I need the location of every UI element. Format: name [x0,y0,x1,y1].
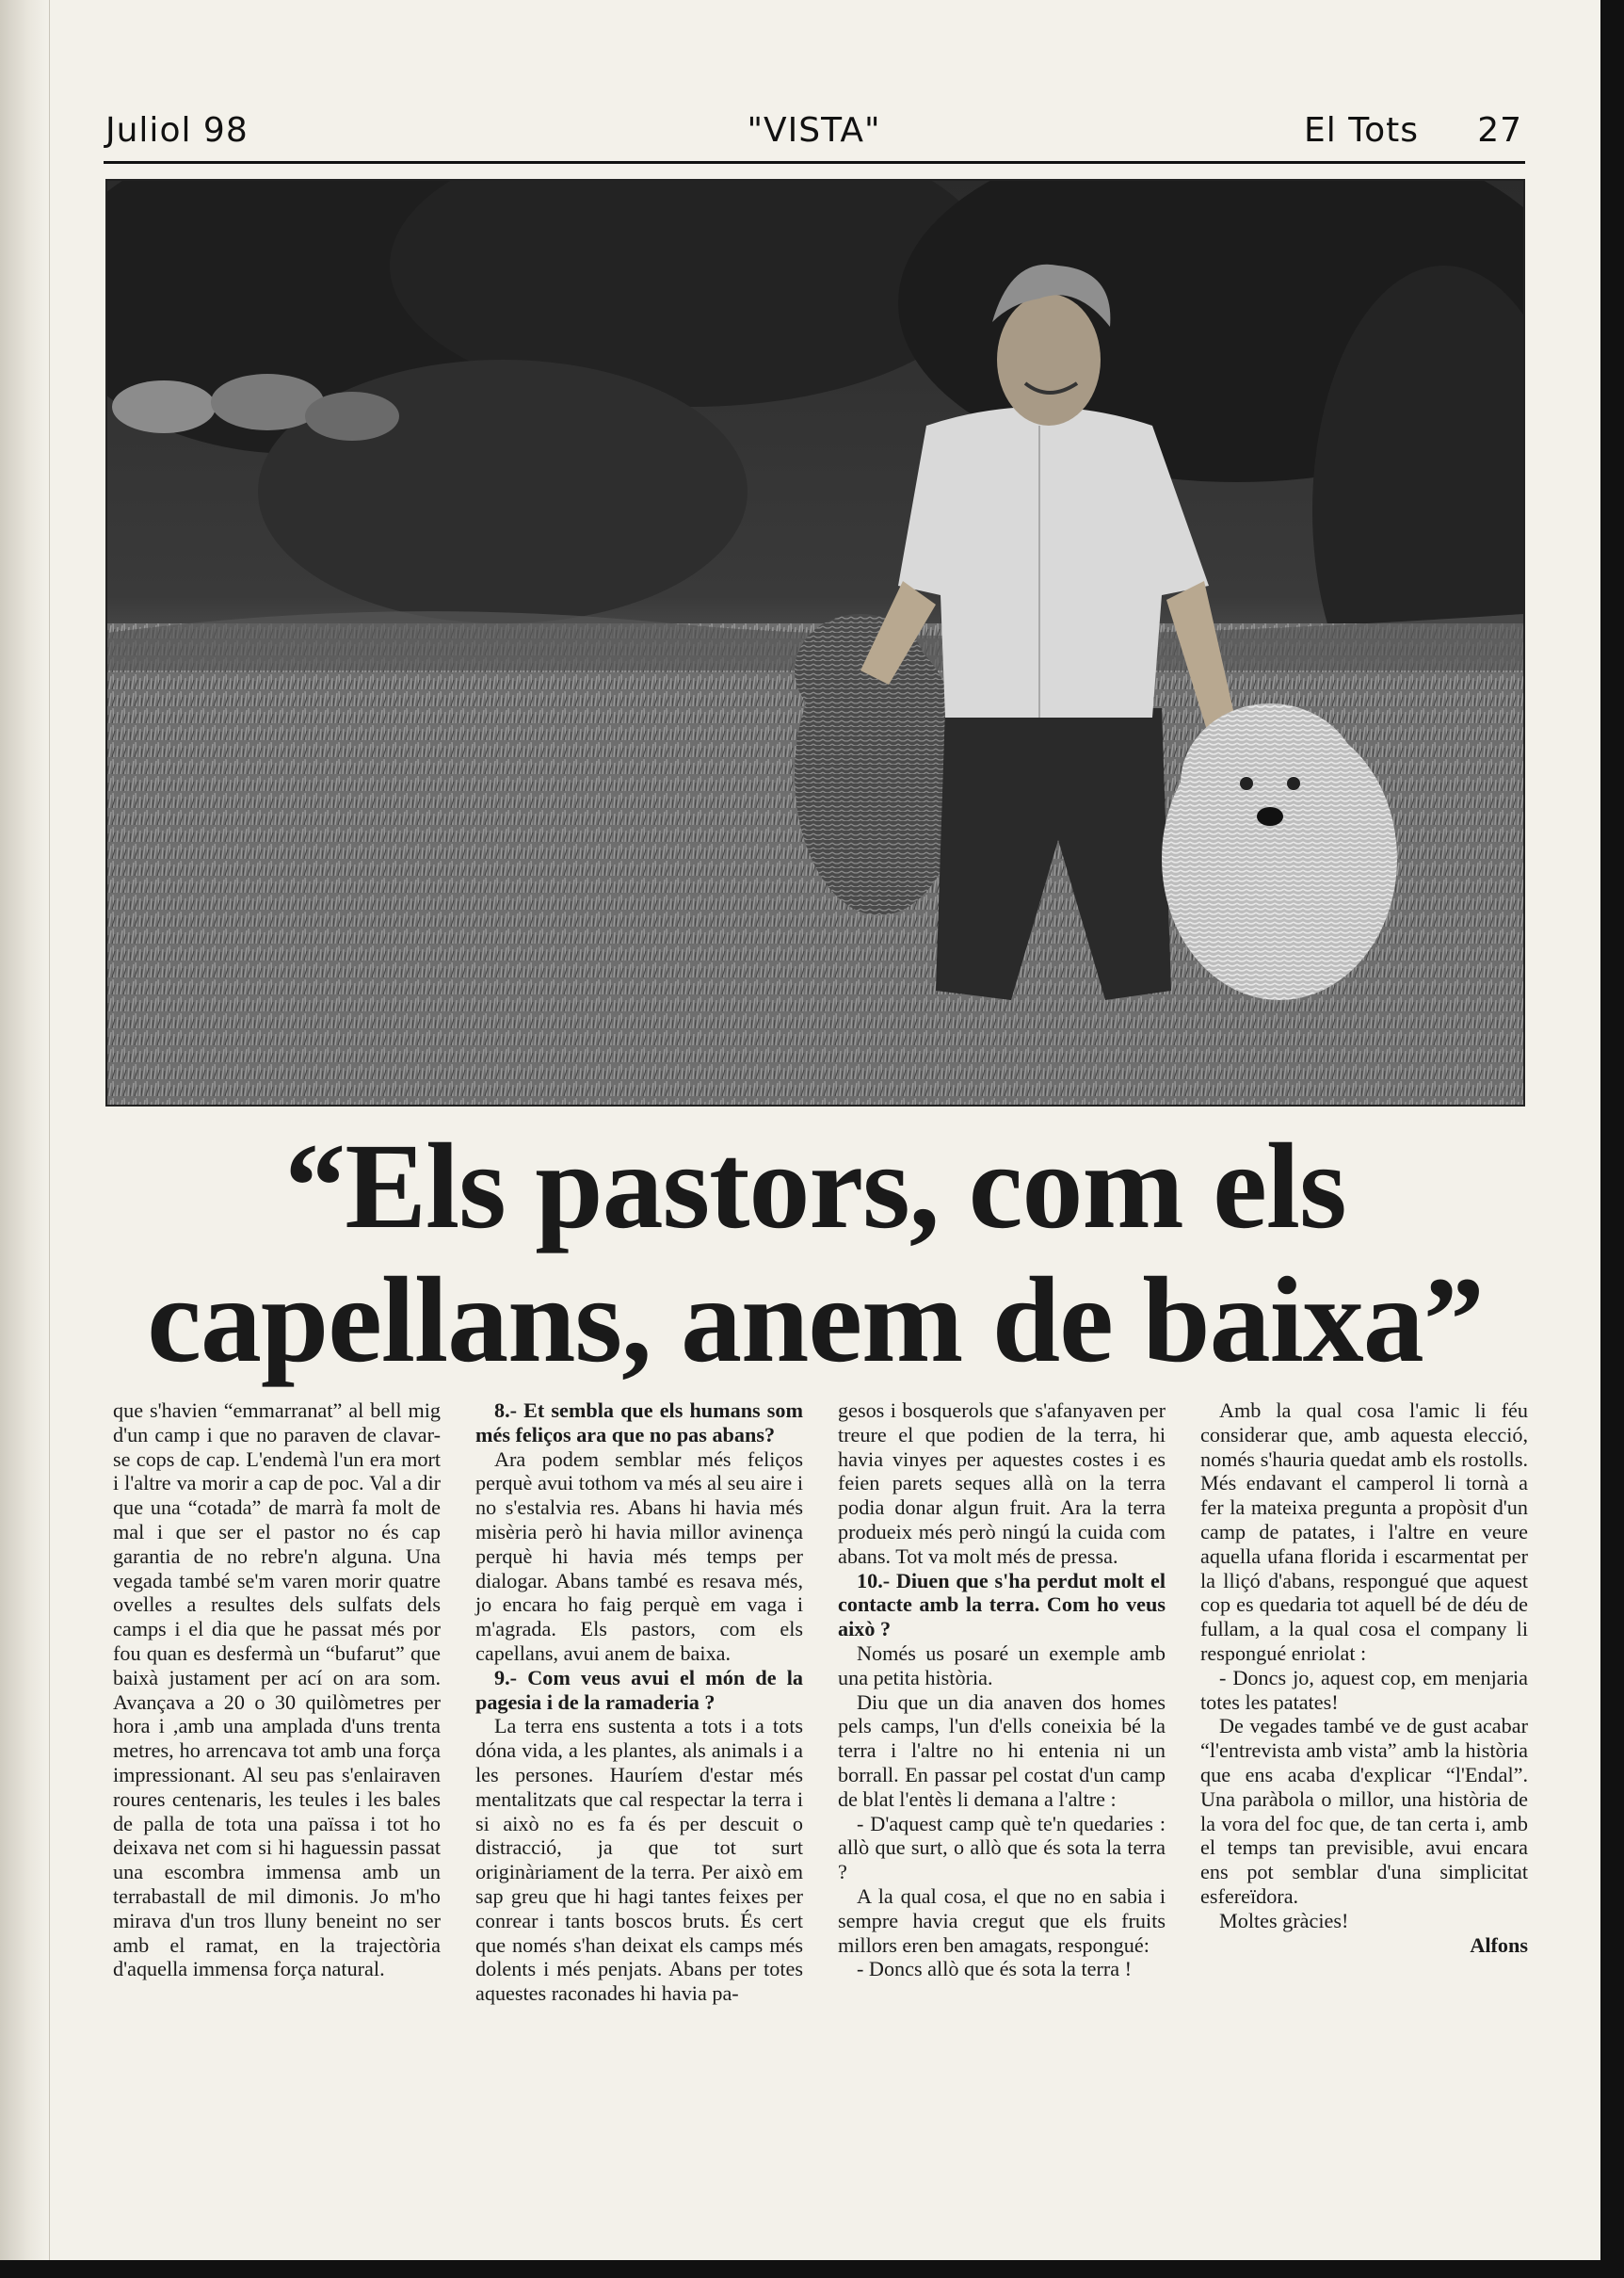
paragraph: Diu que un dia anaven dos homes pels camps, l'un d'ells coneixia bé la terra i l'altre no hi entenia ni un borrall. En passar pel costat d'un camp de blat l'entès li demana a l'altre : [838,1689,1166,1811]
photo-illustration [107,181,1523,1105]
page-spine [0,0,50,2260]
article-column-3 [838,1398,1166,1981]
header-rule [104,161,1525,164]
headline-line-2: capellans, anem de baixa” [147,1252,1484,1388]
article-body [113,1398,1530,2171]
paragraph: De vegades també ve de gust acabar “l'entrevista amb vista” amb la història que ens acaba d'explicar “l'Endal”. Una paràbola o millor, una història de la vora del foc que, de tan certa i, amb el temps tan previsible, avui encara ens pot semblar d'una simplicitat esfereïdora. [1200,1714,1528,1908]
page-number: 27 [1477,111,1522,150]
thanks-line: Moltes gràcies! [1219,1908,1349,1932]
headline-line-1: “Els pastors, com els [284,1119,1346,1254]
paragraph: Només us posaré un exemple amb una petita història. [838,1640,1166,1689]
paragraph: Amb la qual cosa l'amic li féu considerar que, amb aquesta elecció, només s'hauria quedat amb els rostolls. Més endavant el camperol li tornà a fer la mateixa pregunta a propòsit d'un camp de patates, i l'altre en veure aquella ufana florida i escarmentat per la lliçó d'abans, respongué que aquest cop es quedaria tot aquell bé de déu de fullam, a la qual cosa el company li respongué enriolat : [1200,1398,1528,1665]
photo-shepherd-with-dogs [105,179,1525,1107]
issue-date: Juliol 98 [105,111,249,150]
paragraph: A la qual cosa, el que no en sabia i sempre havia cregut que els fruits millors eren ben amagats, respongué: [838,1883,1166,1957]
question-8: 8.- Et sembla que els humans som més feliços ara que no pas abans? [475,1398,803,1446]
magazine-name: El Tots [1304,111,1419,150]
article-column-1 [113,1398,441,1981]
question-10: 10.- Diuen que s'ha perdut molt el contacte amb la terra. Com ho veus això ? [838,1568,1166,1641]
article-headline [105,1119,1525,1388]
article-column-2 [475,1398,803,2006]
page-header [105,111,1522,162]
question-9: 9.- Com veus avui el món de la pagesia i de la ramaderia ? [475,1665,803,1714]
article-column-4 [1200,1398,1528,1957]
paragraph: - Doncs jo, aquest cop, em menjaria totes les patates! [1200,1665,1528,1714]
answer-9: La terra ens sustenta a tots i a tots dóna vida, a les plantes, als animals i a les persones. Hauríem d'estar més mentalitzats que cal respectar la terra i si això no es fa és per descuit o distracció, ja que tot surt originàriament de la terra. Per això em sap greu que hi hagi tantes feixes per conrear i tants boscos bruts. És cert que només s'han deixat els camps més dolents i més penjats. Abans per totes aquestes raconades hi havia pa- [475,1714,803,2006]
paragraph: - Doncs allò que és sota la terra ! [857,1957,1133,1981]
section-title: "VISTA" [747,111,881,150]
paragraph: gesos i bosquerols que s'afanyaven per treure el que podien de la terra, hi havia vinyes per aquestes costes i es feien parets seques allà on la terra podia donar algun fruit. Ara la terra produeix més però ningú la cuida com abans. Tot va molt més de pressa. [838,1398,1166,1568]
paragraph: que s'havien “emmarranat” al bell mig d'un camp i que no paraven de clavar-se cops de cap. L'endemà l'un era mort i l'altre va morir a cap de poc. Val a dir que una “cotada” de marrà fa molt de mal i que ser el pastor no és cap garantia de no rebre'n alguna. Una vegada també se'm varen morir quatre ovelles a resultes dels sulfats dels camps i el dia que he passat més por fou quan es desfermà un “bufarut” que baixà justament per ací on ara som. Avançava a 20 o 30 quilòmetres per hora i ,amb una amplada d'uns trenta metres, ho arrencava tot amb una força impressionant. Al seu pas s'enlairaven roures centenaris, les teules i les bales de palla de tota una païssa i tot ho deixava net com si hi haguessin passat una escombra immensa amb un terrabastall de mil dimonis. Jo m'ho mirava d'un tros lluny beneint no ser amb el ramat, en la trajectòria d'aquella immensa força natural. [113,1398,441,1981]
answer-8: Ara podem semblar més feliços perquè avui tothom va més al seu aire i no s'estalvia res. Abans hi havia més misèria però hi havia millor avinença perquè hi havia més temps per dialogar. Abans també es resava més, jo encara ho faig perquè em vaga i m'agrada. Els pastors, com els capellans, avui anem de baixa. [475,1446,803,1665]
paragraph: - D'aquest camp què te'n quedaries : allò que surt, o allò que és sota la terra ? [838,1811,1166,1884]
author-signature: Alfons [1470,1932,1528,1957]
